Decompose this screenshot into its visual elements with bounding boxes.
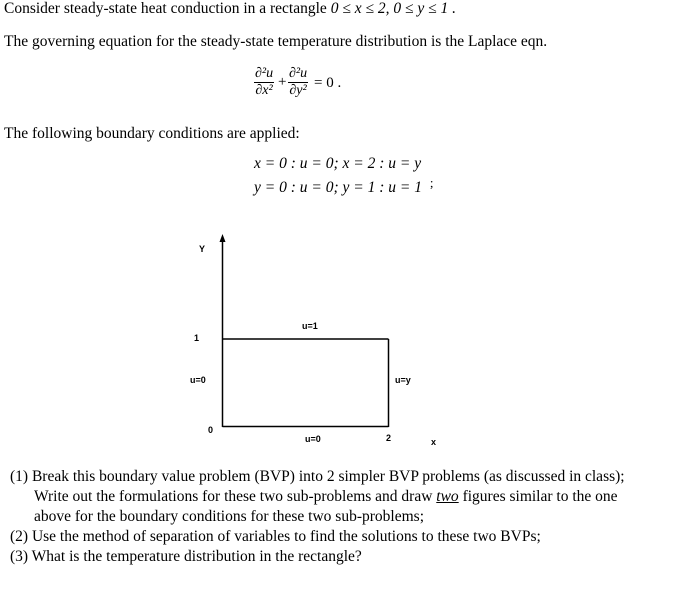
governing-equation-intro: The governing equation for the steady-state temperature distribution is the Laplace eqn. xyxy=(4,33,548,50)
bc-line-2-suffix: ; xyxy=(429,175,434,190)
denominator-2: ∂y² xyxy=(289,83,307,98)
question-3: (3) What is the temperature distribution in the rectangle? xyxy=(10,548,362,565)
question-1-line-2 xyxy=(10,487,625,507)
question-list xyxy=(10,467,625,567)
bc-line-2-text: y = 0 : u = 0; y = 1 : u = 1 xyxy=(254,179,422,196)
top-boundary-label: u=1 xyxy=(302,321,318,331)
numerator-2: ∂²u xyxy=(289,66,308,81)
numerator-1: ∂²u xyxy=(255,66,274,81)
x-axis-label: x xyxy=(431,437,437,447)
y-axis-label: Y xyxy=(199,244,206,254)
y-tick-one: 1 xyxy=(194,333,200,343)
bc-line-1: x = 0 : u = 0; x = 2 : u = y xyxy=(254,155,422,172)
intro-text: Consider steady-state heat conduction in a rectangle xyxy=(4,0,327,17)
plus-sign: + xyxy=(278,74,287,90)
question-1-line-1: (1) Break this boundary value problem (BVP) into 2 simpler BVP problems (as discussed in class); xyxy=(10,468,625,485)
y-axis-arrow xyxy=(220,234,226,242)
question-1-line-3: above for the boundary conditions for these two sub-problems; xyxy=(34,508,424,525)
left-boundary-label: u=0 xyxy=(190,375,206,385)
origin-label: 0 xyxy=(208,425,214,435)
denominator-1: ∂x² xyxy=(255,83,273,98)
domain-inequality: 0 ≤ x ≤ 2, 0 ≤ y ≤ 1 . xyxy=(330,0,456,17)
question-1-line-2-post: figures similar to the one xyxy=(458,488,618,505)
right-boundary-label: u=y xyxy=(395,375,411,385)
question-1-emphasis: two xyxy=(436,488,459,505)
question-1-line-2-pre: Write out the formulations for these two sub-problems and draw xyxy=(34,488,437,505)
bc-intro: The following boundary conditions are applied: xyxy=(4,125,300,142)
bottom-boundary-label: u=0 xyxy=(305,434,321,444)
equation-rhs: = 0 . xyxy=(314,75,342,91)
question-2: (2) Use the method of separation of variables to find the solutions to these two BVPs; xyxy=(10,528,541,545)
x-tick-two: 2 xyxy=(386,433,392,443)
